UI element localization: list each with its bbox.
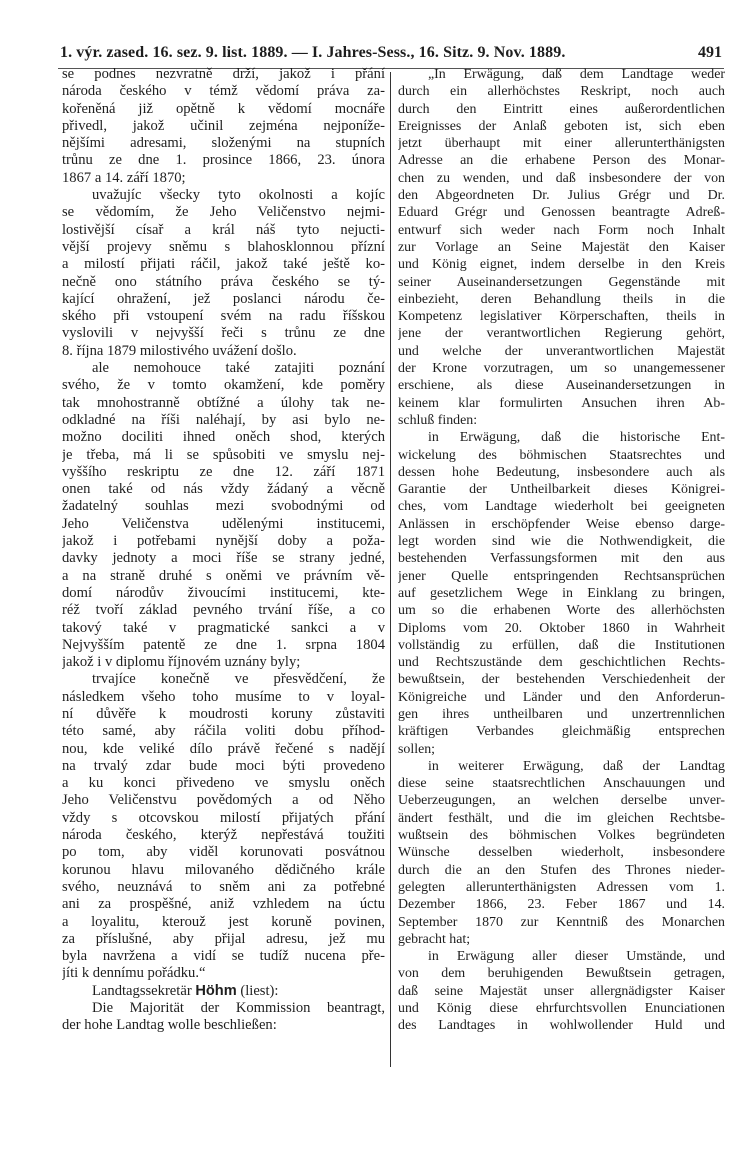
text-line: und welche der unverantwortlichen Majestät [398, 343, 725, 359]
text-line: po tom, aby viděl korunovati posvátnou [62, 844, 385, 861]
text-line: nou, kde veliké dílo právě řečené s nadějí [62, 740, 385, 757]
text-line: legt worden sind wie die Nothwendigkeit, die [398, 534, 725, 550]
text-line: Kompetenz legislativer Körperschaften, theils in [398, 309, 725, 325]
left-column-body [62, 66, 385, 983]
text-line: jener Quelle entspringenden Rechtsansprüchen [398, 568, 725, 584]
text-line: domí národův živoucími institucemi, kte- [62, 584, 385, 601]
text-line: réž tvoří základ pevného trvání říše, a co [62, 602, 385, 619]
page-number: 491 [698, 44, 722, 61]
text-line: lostivější císař a král náš tyto nejucti- [62, 221, 385, 238]
text-line: davky jednoty a moci říše se strany jedné, [62, 550, 385, 567]
text-line: erschiene, als diese Auseinandersetzungen in [398, 378, 725, 394]
text-line: um so die erhabenen Worte des allerhöchsten [398, 603, 725, 619]
text-line: vyslovili v nejvyšší řeči s trůnu ze dne [62, 325, 385, 342]
text-line: uvažujíc všecky tyto okolnosti a kojíc [92, 187, 385, 204]
text-line: gebracht hat; [398, 931, 471, 947]
text-line: trůnu ze dne 1. prosince 1866, 23. února [62, 152, 385, 169]
text-line: ní důvěře k moudrosti koruny zůstaviti [62, 705, 385, 722]
paragraph [62, 66, 385, 187]
right-column [398, 66, 725, 1035]
text-line: Wünsche desselben wiederholt, insbesondere [398, 845, 725, 861]
text-line: kořeněná již opětně k vědomí mocnáře [62, 100, 385, 117]
text-line: se podnes nezvratně drží, jakož i přání [62, 66, 385, 82]
text-line: kräftigen Verbandes gleichmäßig entsprechen [398, 724, 725, 740]
running-title: 1. výr. zased. 16. sez. 9. list. 1889. — I. Jahres-Sess., 16. Sitz. 9. Nov. 1889. [60, 44, 566, 61]
text-line: Ereignisses der Anlaß geboten ist, sich eben [398, 118, 725, 134]
text-line: seiner Auseinandersetzungen Gegenstände mit [398, 274, 725, 290]
text-line: se vědomím, že Jeho Veličenstvo nejmi- [62, 204, 385, 221]
text-line: ches, vom Landtage wiederholt bei geeigneten [398, 499, 725, 515]
text-line: ändert festhält, und die im gleichen Rechtsbe- [398, 810, 725, 826]
text-line: bewußtsein, der bestehenden Verschiedenheit der [398, 672, 725, 688]
text-line: den Abgeordneten Dr. Julius Grégr und Dr. [398, 188, 725, 204]
text-line: der hohe Landtag wolle beschließen: [62, 1017, 277, 1034]
text-line: zur Vorlage an Seine Majestät den Kaiser [398, 239, 725, 255]
text-line: von dem beruhigenden Bewußtsein getragen, [398, 966, 725, 982]
text-line: a na straně druhé s oněmi ve právním vě- [62, 567, 385, 584]
text-line: Garantie der Untheilbarkeit dieses Königrei- [398, 482, 725, 498]
text-line: národa českého, kterýž nepřestává toužiti [62, 827, 385, 844]
text-line: 1867 a 14. září 1870; [62, 169, 186, 186]
text-line: chen zu wenden, und daß insbesondere der von [398, 170, 725, 186]
paragraph [62, 360, 385, 671]
text-line: a ku konci přivedeno ve smyslu oněch [62, 775, 385, 792]
text-line: jíti k dennímu pořádku.“ [62, 965, 206, 982]
text-line: Die Majorität der Kommission beantragt, [92, 1000, 385, 1017]
text-line: trvajíce konečně ve přesvědčení, že [92, 671, 385, 688]
speaker-note: (liest): [240, 982, 279, 999]
text-line: za příslušné, aby přijal adresu, jež mu [62, 930, 385, 947]
text-line: je třeba, má li se spůsobiti ve smyslu nej- [62, 446, 385, 463]
text-line: Jeho Veličenstva udělenými institucemi, [62, 515, 385, 532]
text-line: in Erwägung, daß die historische Ent- [428, 430, 725, 446]
text-line: jakož i potřebami nynější doby a poža- [62, 533, 385, 550]
text-line: následkem všeho toho musíme to v loyal- [62, 688, 385, 705]
text-line: durch die an den Stufen des Thrones nieder- [398, 862, 725, 878]
text-line: a loyalitu, kterouž jest koruně povinen, [62, 913, 385, 930]
text-line: dessen hohe Bedeutung, insbesondere auch als [398, 464, 725, 480]
text-line: durch den Eintritt eines außerordentlichen [398, 101, 725, 117]
right-column-body [398, 66, 725, 1035]
text-line: vyššího reskriptu ze dne 12. září 1871 [62, 463, 385, 480]
paragraph [398, 429, 725, 758]
text-line: daß seine Majestät unser allergnädigster Kaiser [398, 983, 725, 999]
text-line: žadatelný souhlas mezi svobodnými od [62, 498, 385, 515]
text-line: und König diese ehrfurchtsvollen Enunciationen [398, 1001, 725, 1017]
text-line: wußtsein des böhmischen Volkes begründeten [398, 828, 725, 844]
text-line: durch ein allerhöchstes Reskript, noch auch [398, 84, 725, 100]
text-line: auf gesetzlichem Wege in Einklang zu bringen, [398, 585, 725, 601]
text-line: keinem klar formulirten Ansuchen ihren Ab- [398, 395, 725, 411]
text-line: diese seine staatsrechtlichen Anschauungen und [398, 776, 725, 792]
column-divider [390, 72, 391, 1067]
text-line: Diploms vom 20. Oktober 1860 in Wahrheit [398, 620, 725, 636]
text-line: nějšími adresami, složenými na stupních [62, 135, 385, 152]
text-line: Nejvyšším patentě ze dne 1. srpna 1804 [62, 636, 385, 653]
text-line: možno dociliti ihned oněch shod, kterých [62, 429, 385, 446]
text-line: in Erwägung aller dieser Umstände, und [428, 949, 725, 965]
paragraph [62, 671, 385, 982]
text-line: gen ihres untheilbaren und unzertrennlichen [398, 706, 725, 722]
text-line: takový také v pragmatické sankci a v [62, 619, 385, 636]
text-line: svého, neuznává to sněm ani za potřebné [62, 878, 385, 895]
running-header [60, 44, 722, 66]
text-line: nečně ono státního práva českého se tý- [62, 273, 385, 290]
text-line: odkladné na říši naléhají, by asi bylo ne- [62, 411, 385, 428]
text-line: vždy s otcovskou milostí přijatých přání [62, 809, 385, 826]
text-line: vější projevy sněmu s blahosklonnou přízní [62, 238, 385, 255]
paragraph [398, 758, 725, 948]
text-line: September 1870 zur Kenntniß des Monarchen [398, 914, 725, 930]
text-line: sollen; [398, 741, 436, 757]
paragraph [398, 66, 725, 429]
text-line: přivedl, jakož učinil zejména nejponíže- [62, 117, 385, 134]
paragraph [398, 948, 725, 1034]
text-line: kající ohražení, jež poslanci národu če- [62, 290, 385, 307]
text-line: byla navržena a vidí se tudíž nucena pře- [62, 948, 385, 965]
speaker-line [62, 983, 385, 1000]
text-line: na trvalý zdar bude moci býti provedeno [62, 757, 385, 774]
text-line: in weiterer Erwägung, daß der Landtag [428, 758, 725, 774]
text-line: des Landtages in wohlwollender Huld und [398, 1018, 725, 1034]
text-line: ani za prospěšné, aniž vzhledem na úctu [62, 896, 385, 913]
speaker-name: Höhm [195, 982, 237, 999]
text-line: Königreiche und Länder und den Anforderun- [398, 689, 725, 705]
text-line: und König eignet, indem derselbe in den Kreis [398, 257, 725, 273]
text-line: jetzt überhaupt mit einer allerunterthänigsten [398, 136, 725, 152]
text-line: Eduard Grégr und Genossen beantragte Adreß- [398, 205, 725, 221]
text-line: ského při vstoupení svém na radu říšskou [62, 308, 385, 325]
text-line: Jeho Veličenstvu povědomých a od Něho [62, 792, 385, 809]
text-line: Dezember 1866, 23. Feber 1867 und 14. [398, 897, 725, 913]
text-line: entwurf sich weder nach Form noch Inhalt [398, 222, 725, 238]
text-line: schluß finden: [398, 412, 478, 428]
text-line: 8. října 1879 milostivého uvážení došlo. [62, 342, 297, 359]
text-line: Anlässen in erschöpfender Weise ebenso darge- [398, 516, 725, 532]
text-line: wickelung des böhmischen Staatsrechtes und [398, 447, 725, 463]
text-line: národa českého v témž vědomí práva za- [62, 83, 385, 100]
text-line: Ueberzeugungen, an welchen derselbe unver- [398, 793, 725, 809]
text-line: svého, že v tomto okamžení, kde poměry [62, 377, 385, 394]
text-line: a milostí přijati ráčil, jakož také ještě ko- [62, 256, 385, 273]
text-line: tak mnohostranně obtížné a úlohy tak ne- [62, 394, 385, 411]
text-line: onen také od nás vždy žádaný a věcně [62, 481, 385, 498]
text-line: jene der verantwortlichen Regierung gehört, [398, 326, 725, 342]
left-column [62, 66, 385, 1035]
text-line: gelegten allerunterthänigsten Adressen vom 1. [398, 879, 725, 895]
paragraph [62, 187, 385, 360]
text-line: korunou hlavu milovaného dědičného krále [62, 861, 385, 878]
speaker-role: Landtagssekretär [92, 982, 192, 999]
text-line: vollständig zu erfüllen, daß die Institutionen [398, 637, 725, 653]
text-line: této samé, aby ráčila voliti dobu příhod- [62, 723, 385, 740]
text-line: einbezieht, deren Behandlung theils in die [398, 291, 725, 307]
text-line: jakož i v diplomu říjnovém uznány byly; [62, 654, 301, 671]
text-line: bestehenden Verfassungsformen mit den aus [398, 551, 725, 567]
text-line: und Rechtszustände dem geschichtlichen Rechts- [398, 655, 725, 671]
text-line: Adresse an die erhabene Person des Monar- [398, 153, 725, 169]
text-line: „In Erwägung, daß dem Landtage weder [428, 67, 725, 82]
text-line: der Krone vorzutragen, um so unangemessener [398, 361, 725, 377]
text-line: ale nemohouce také zatajiti poznání [92, 360, 385, 377]
